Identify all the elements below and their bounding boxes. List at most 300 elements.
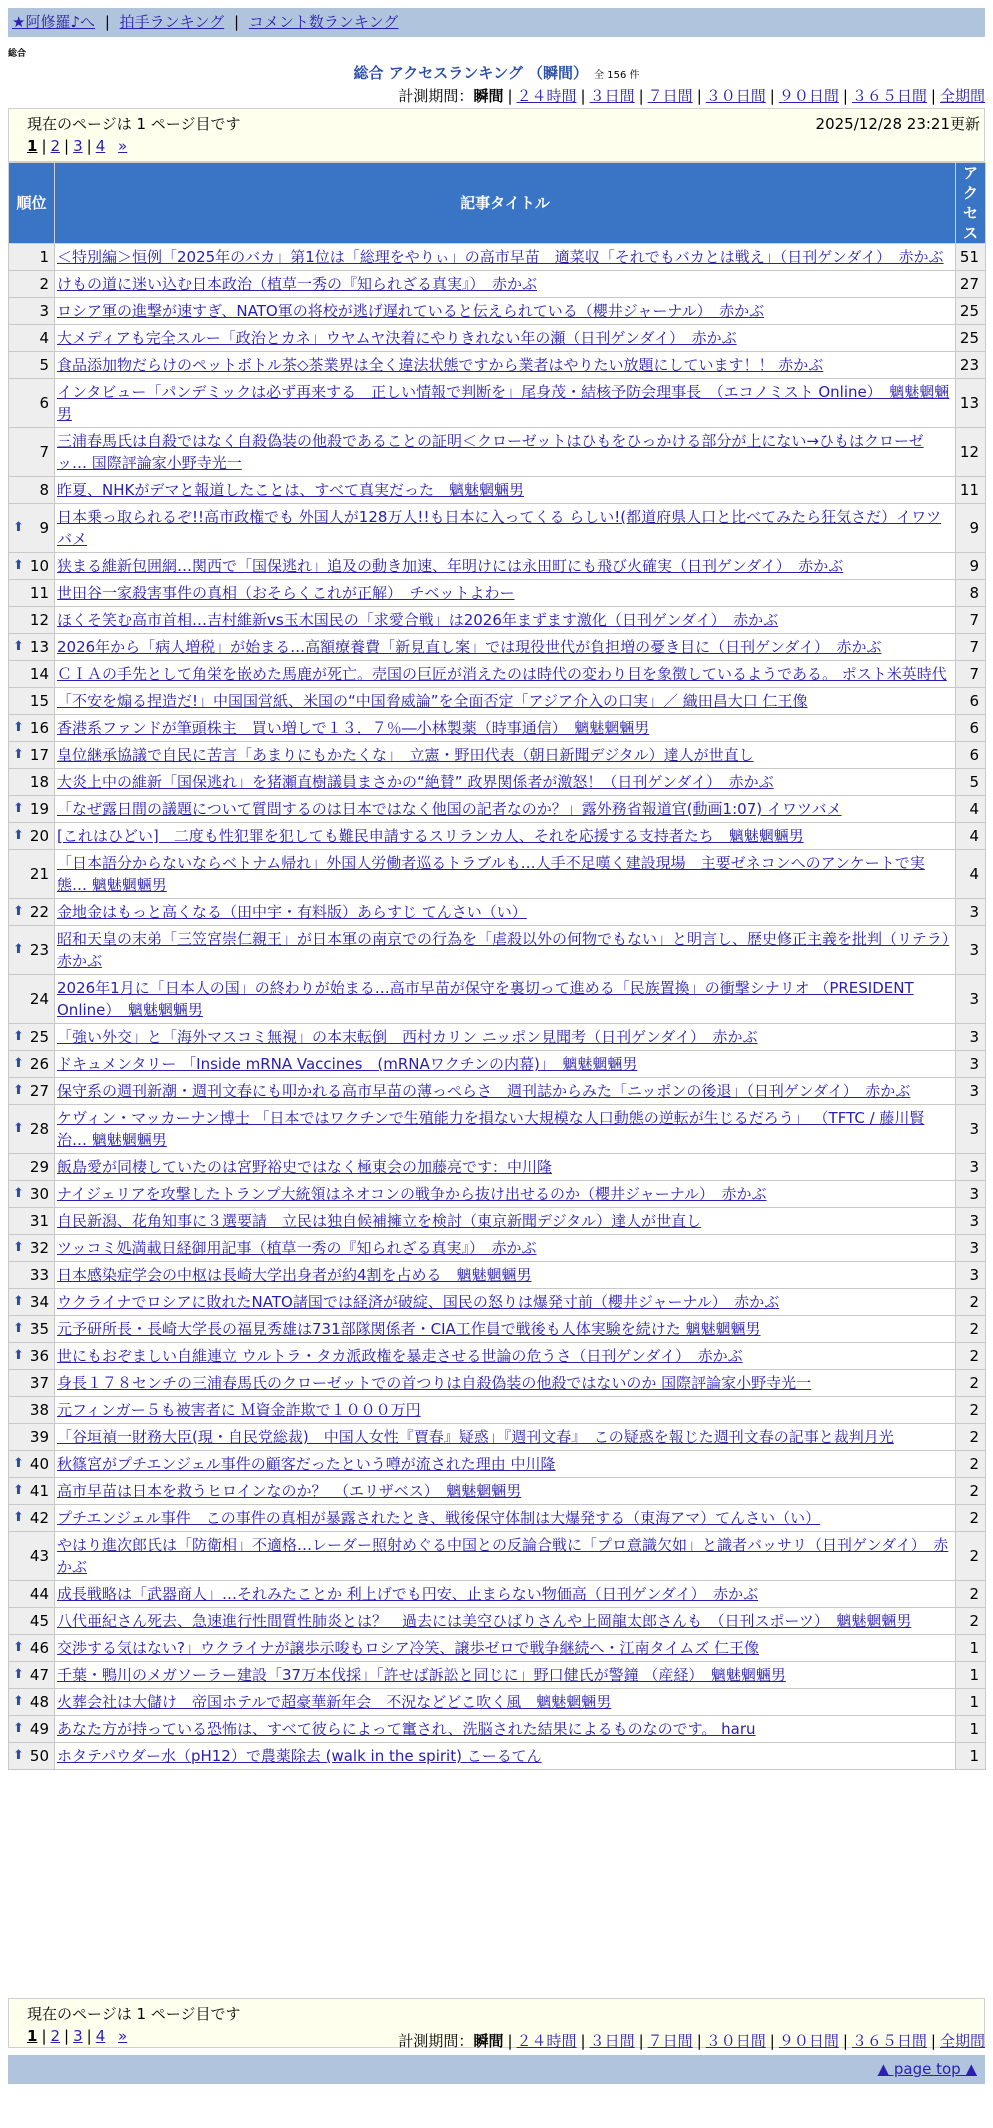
period-option-0[interactable]: ２４時間	[516, 87, 577, 105]
ranking-table-body	[9, 244, 986, 1770]
rank-number: 44	[29, 1585, 49, 1603]
article-link[interactable]: 千葉・鴨川のメガソーラー建設「37万本伐採」「許せば訴訟と同じに」野口健氏が警鐘 （産経） 魑魅魍魎男	[57, 1666, 786, 1684]
home-link[interactable]: ★阿修羅♪へ	[12, 13, 96, 31]
rank-cell	[9, 1262, 55, 1289]
rank-cell	[9, 1532, 55, 1581]
rank-cell	[9, 504, 55, 553]
rank-cell	[9, 428, 55, 477]
pager-next-link[interactable]: »	[118, 137, 128, 155]
top-nav-bar	[8, 8, 985, 37]
rank-cell	[9, 1024, 55, 1051]
period-option-3[interactable]: ３０日間	[705, 87, 766, 105]
title-cell	[55, 769, 956, 796]
title-cell	[55, 1370, 956, 1397]
up-arrow-icon: ⬆	[13, 942, 24, 957]
up-arrow-icon: ⬆	[13, 1483, 24, 1498]
pager-page-link[interactable]: 2	[50, 137, 61, 155]
up-arrow-icon: ⬆	[13, 1640, 24, 1655]
article-link[interactable]: 八代亜紀さん死去、急速進行性間質性肺炎とは？ 過去には美空ひばりさんや上岡龍太郎さんも （日刊スポーツ） 魑魅魍魎男	[57, 1612, 912, 1630]
pager-page-link[interactable]: 4	[95, 137, 106, 155]
article-link[interactable]: 元予研所長・長崎大学長の福見秀雄は731部隊関係者・CIA工作員で戦後も人体実験を続けた 魑魅魍魎男	[57, 1320, 761, 1338]
rank-number: 20	[29, 827, 49, 845]
rank-number: 31	[29, 1212, 49, 1230]
rank-cell	[9, 379, 55, 428]
header-rank: 順位	[9, 163, 55, 244]
period-option-5[interactable]: ３６５日間	[851, 87, 927, 105]
rank-cell	[9, 688, 55, 715]
title-cell	[55, 477, 956, 504]
rank-cell	[9, 899, 55, 926]
table-row	[9, 1078, 986, 1105]
pager-separator: |	[64, 2027, 70, 2045]
title-cell	[55, 1208, 956, 1235]
access-count: 4	[956, 823, 986, 850]
article-link[interactable]: ホタテパウダー水（pH12）で農薬除去 (walk in the spirit) こーるてん	[57, 1747, 542, 1765]
article-link[interactable]: ナイジェリアを攻撃したトランプ大統領はネオコンの戦争から抜け出せるのか（櫻井ジャーナル） 赤かぶ	[57, 1185, 767, 1203]
pager-separator: |	[41, 2027, 47, 2045]
article-link[interactable]: ウクライナでロシアに敗れたNATO諸国では経済が破綻、国民の怒りは爆発寸前（櫻井ジャーナル） 赤かぶ	[57, 1293, 780, 1311]
article-link[interactable]: あなた方が持っている恐怖は、すべて彼らによって竃され、洗脳された結果によるものなのです。 haru	[57, 1720, 756, 1738]
ranking-title-line	[0, 62, 993, 83]
article-link[interactable]: 日本乗っ取られるぞ!!高市政権でも 外国人が128万人!!も日本に入ってくる らしい!(都道府県人口と比べてみたら狂気さだ）イワツバメ	[57, 508, 942, 548]
rank-cell	[9, 1478, 55, 1505]
up-arrow-icon: ⬆	[13, 1121, 24, 1136]
article-link[interactable]: 狭まる維新包囲網…関西で「国保逃れ」追及の動き加速、年明けには永田町にも飛び火確実（日刊ゲンダイ） 赤かぶ	[57, 557, 844, 575]
up-arrow-icon: ⬆	[13, 1667, 24, 1682]
table-row	[9, 1181, 986, 1208]
access-count: 3	[956, 926, 986, 975]
access-count: 2	[956, 1424, 986, 1451]
rank-cell	[9, 1689, 55, 1716]
article-link[interactable]: 昨夏、NHKがデマと報道したことは、すべて真実だった 魑魅魍魎男	[57, 481, 525, 499]
pager-top	[27, 137, 966, 155]
page-info-text: 現在のページは 1 ページ目です	[27, 2005, 241, 2023]
rank-number: 17	[29, 746, 49, 764]
access-count: 5	[956, 769, 986, 796]
article-link[interactable]: ＜特別編＞恒例「2025年のバカ」第1位は「総理をやりぃ」の高市早苗 適菜収「それでもバカとは戦え」（日刊ゲンダイ） 赤かぶ	[57, 248, 944, 266]
title-cell	[55, 926, 956, 975]
access-count: 3	[956, 1235, 986, 1262]
rank-number: 14	[29, 665, 49, 683]
access-count: 2	[956, 1532, 986, 1581]
access-count: 25	[956, 325, 986, 352]
pager-separator	[109, 2027, 114, 2045]
period-separator: |	[842, 2032, 848, 2050]
rank-number: 7	[39, 443, 49, 461]
rank-cell	[9, 1051, 55, 1078]
nav-separator: |	[104, 13, 110, 31]
table-row	[9, 580, 986, 607]
title-cell	[55, 1505, 956, 1532]
rank-cell	[9, 1235, 55, 1262]
period-option-4[interactable]: ９０日間	[778, 2032, 839, 2050]
article-link[interactable]: けもの道に迷い込む日本政治（植草一秀の『知られざる真実』） 赤かぶ	[57, 275, 538, 293]
access-count: 11	[956, 477, 986, 504]
table-row	[9, 1581, 986, 1608]
article-link[interactable]: ドキュメンタリー 「Inside mRNA Vaccines (mRNAワクチンの内幕)」 魑魅魍魎男	[57, 1055, 638, 1073]
rank-number: 23	[29, 941, 49, 959]
table-row	[9, 742, 986, 769]
table-row	[9, 899, 986, 926]
access-count: 2	[956, 1289, 986, 1316]
up-arrow-icon: ⬆	[13, 520, 24, 535]
article-link[interactable]: 大メディアも完全スルー「政治とカネ」ウヤムヤ決着にやりきれない年の瀬（日刊ゲンダイ） 赤かぶ	[57, 329, 737, 347]
rank-cell	[9, 769, 55, 796]
table-row	[9, 1316, 986, 1343]
article-link[interactable]: 火葬会社は大儲け 帝国ホテルで超豪華新年会 不況などどこ吹く風 魑魅魍魎男	[57, 1693, 612, 1711]
table-row	[9, 1051, 986, 1078]
table-row	[9, 271, 986, 298]
pager-page-link[interactable]: 3	[73, 137, 83, 155]
rank-number: 3	[39, 302, 49, 320]
rank-number: 42	[29, 1509, 49, 1527]
total-count: 全 156 件	[594, 70, 640, 81]
nav-separator: |	[234, 13, 240, 31]
table-row	[9, 1608, 986, 1635]
table-row	[9, 1289, 986, 1316]
table-row	[9, 796, 986, 823]
up-arrow-icon: ⬆	[13, 1748, 24, 1763]
rank-number: 45	[29, 1612, 49, 1630]
title-cell	[55, 379, 956, 428]
title-cell	[55, 580, 956, 607]
access-count: 9	[956, 553, 986, 580]
rank-number: 28	[29, 1120, 49, 1138]
pager-next-link[interactable]: »	[118, 2027, 128, 2045]
rank-number: 15	[29, 692, 49, 710]
pager-current-page: 1	[27, 2027, 38, 2045]
article-link[interactable]: ツッコミ処満載日経御用記事（植草一秀の『知られざる真実』） 赤かぶ	[57, 1239, 537, 1257]
rank-cell	[9, 1635, 55, 1662]
rank-cell	[9, 1716, 55, 1743]
article-link[interactable]: 秋篠宮がプチエンジェル事件の顧客だったという噂が流された理由 中川隆	[57, 1455, 556, 1473]
period-separator: |	[842, 87, 848, 105]
period-option-6[interactable]: 全期間	[939, 87, 985, 105]
period-separator: |	[580, 87, 586, 105]
up-arrow-icon: ⬆	[13, 1056, 24, 1071]
rank-cell	[9, 1662, 55, 1689]
period-separator: |	[638, 2032, 644, 2050]
rank-number: 27	[29, 1082, 49, 1100]
article-link[interactable]: 皇位継承協議で自民に苦言「あまりにもかたくな」 立憲・野田代表（朝日新聞デジタル）達人が世直し	[57, 746, 754, 764]
rank-number: 26	[29, 1055, 49, 1073]
table-row	[9, 428, 986, 477]
article-link[interactable]: 「日本語分からないならベトナム帰れ」外国人労働者巡るトラブルも…人手不足嘆く建設現場 主要ゼネコンへのアンケートで実態… 魑魅魍魎男	[57, 854, 925, 894]
applause-ranking-link[interactable]: 拍手ランキング	[119, 13, 225, 31]
period-separator: |	[507, 2032, 513, 2050]
access-count: 3	[956, 1105, 986, 1154]
article-link[interactable]: 三浦春馬氏は自殺ではなく自殺偽装の他殺であることの証明＜クローゼットはひもをひっかける部分が上にない→ひもはクローゼッ… 国際評論家小野寺光一	[57, 432, 924, 472]
access-count: 27	[956, 271, 986, 298]
article-link[interactable]: [これはひどい] 二度も性犯罪を犯しても難民申請するスリランカ人、それを応援する支持者たち 魑魅魍魎男	[57, 827, 804, 845]
article-link[interactable]: 日本感染症学会の中枢は長崎大学出身者が約4割を占める 魑魅魍魎男	[57, 1266, 532, 1284]
table-row	[9, 1105, 986, 1154]
article-link[interactable]: 成長戦略は「武器商人」…それみたことか 利上げでも円安、止まらない物価高（日刊ゲンダイ） 赤かぶ	[57, 1585, 759, 1603]
article-link[interactable]: 大炎上中の維新「国保逃れ」を猪瀬直樹議員まさかの“絶賛” 政界関係者が激怒！（日刊ゲンダイ） 赤かぶ	[57, 773, 774, 791]
article-link[interactable]: 2026年1月に「日本人の国」の終わりが始まる…高市早苗が保守を裏切って進める「民族置換」の衝撃シナリオ （PRESIDENT Online） 魑魅魍魎男	[57, 979, 914, 1019]
rank-number: 9	[39, 519, 49, 537]
table-row	[9, 1262, 986, 1289]
table-row	[9, 1532, 986, 1581]
access-count: 4	[956, 796, 986, 823]
table-row	[9, 926, 986, 975]
period-current: 瞬間	[473, 87, 504, 105]
period-option-4[interactable]: ９０日間	[778, 87, 839, 105]
article-link[interactable]: ほくそ笑む高市首相…吉村維新vs玉木国民の「求愛合戦」は2026年まずます激化（日刊ゲンダイ） 赤かぶ	[57, 611, 779, 629]
up-arrow-icon: ⬆	[13, 1348, 24, 1363]
up-arrow-icon: ⬆	[13, 1083, 24, 1098]
comment-ranking-link[interactable]: コメント数ランキング	[248, 13, 399, 31]
table-row	[9, 850, 986, 899]
article-link[interactable]: 交渉する気はない?」ウクライナが譲歩示唆もロシア冷笑、譲歩ゼロで戦争継続へ・江南タイムズ 仁王像	[57, 1639, 759, 1657]
article-link[interactable]: ケヴィン・マッカーナン博士 「日本ではワクチンで生殖能力を損ない大規模な人口動態の逆転が生じるだろう」 （TFTC / 藤川賢治… 魑魅魍魎男	[57, 1109, 925, 1149]
access-count: 2	[956, 1505, 986, 1532]
article-link[interactable]: ロシア軍の進撃が速すぎ、NATO軍の将校が逃げ遅れていると伝えられている（櫻井ジャーナル） 赤かぶ	[57, 302, 765, 320]
access-count: 12	[956, 428, 986, 477]
title-cell	[55, 1316, 956, 1343]
table-row	[9, 379, 986, 428]
table-row	[9, 1024, 986, 1051]
period-option-1[interactable]: ３日間	[589, 2032, 635, 2050]
rank-number: 6	[39, 394, 49, 412]
page-info-text: 現在のページは 1 ページ目です	[27, 115, 241, 133]
article-link[interactable]: 高市早苗は日本を救うヒロインなのか？ （エリザベス） 魑魅魍魎男	[57, 1482, 522, 1500]
rank-cell	[9, 715, 55, 742]
title-cell	[55, 899, 956, 926]
table-row	[9, 298, 986, 325]
period-separator: |	[769, 87, 775, 105]
rank-number: 13	[29, 638, 49, 656]
table-row	[9, 1451, 986, 1478]
article-link[interactable]: 2026年から「病人増税」が始まる…高額療養費「新見直し案」では現役世代が負担増の憂き目に（日刊ゲンダイ） 赤かぶ	[57, 638, 882, 656]
rank-number: 37	[29, 1374, 49, 1392]
title-cell	[55, 271, 956, 298]
access-count: 25	[956, 298, 986, 325]
title-cell	[55, 1662, 956, 1689]
rank-cell	[9, 271, 55, 298]
table-row	[9, 715, 986, 742]
article-link[interactable]: 元フィンガー５も被害者に Ｍ資金詐欺で１０００万円	[57, 1401, 421, 1419]
table-row	[9, 1397, 986, 1424]
rank-number: 39	[29, 1428, 49, 1446]
ranking-table	[8, 162, 986, 1770]
pager-current-page: 1	[27, 137, 38, 155]
table-row	[9, 1235, 986, 1262]
article-link[interactable]: 「強い外交」と「海外マスコミ無視」の本末転倒 西村カリン ニッポン見聞考（日刊ゲンダイ） 赤かぶ	[57, 1028, 758, 1046]
title-cell	[55, 1424, 956, 1451]
table-row	[9, 352, 986, 379]
title-cell	[55, 1105, 956, 1154]
table-row	[9, 553, 986, 580]
up-arrow-icon: ⬆	[13, 1721, 24, 1736]
title-cell	[55, 1635, 956, 1662]
table-row	[9, 607, 986, 634]
period-label: 計測期間：	[398, 87, 474, 105]
rank-cell	[9, 1608, 55, 1635]
title-cell	[55, 325, 956, 352]
up-arrow-icon: ⬆	[13, 1321, 24, 1336]
table-row	[9, 1716, 986, 1743]
rank-number: 12	[29, 611, 49, 629]
table-row	[9, 661, 986, 688]
rank-number: 8	[39, 481, 49, 499]
article-link[interactable]: 金地金はもっと高くなる（田中宇・有料版）あらすじ てんさい（い）	[57, 903, 527, 921]
rank-cell	[9, 1505, 55, 1532]
period-current: 瞬間	[473, 2032, 504, 2050]
up-arrow-icon: ⬆	[13, 720, 24, 735]
period-option-3[interactable]: ３０日間	[705, 2032, 766, 2050]
up-arrow-icon: ⬆	[13, 1186, 24, 1201]
rank-cell	[9, 352, 55, 379]
period-option-6[interactable]: 全期間	[939, 2032, 985, 2050]
table-row	[9, 325, 986, 352]
article-link[interactable]: 世にもおぞましい自維連立 ウルトラ・タカ派政権を暴走させる世論の危うさ（日刊ゲンダイ） 赤かぶ	[57, 1347, 743, 1365]
title-cell	[55, 1289, 956, 1316]
rank-number: 34	[29, 1293, 49, 1311]
updated-time: 2025/12/28 23:21更新	[815, 115, 980, 133]
table-row	[9, 823, 986, 850]
article-link[interactable]: 身長１７８センチの三浦春馬氏のクローゼットでの首つりは自殺偽装の他殺ではないのか 国際評論家小野寺光一	[57, 1374, 812, 1392]
title-cell	[55, 1078, 956, 1105]
pager-separator: |	[86, 2027, 92, 2045]
footer-bar	[8, 2055, 985, 2084]
up-arrow-icon: ⬆	[13, 1029, 24, 1044]
rank-cell	[9, 1316, 55, 1343]
rank-number: 21	[29, 865, 49, 883]
article-link[interactable]: 昭和天皇の末弟「三笠宮崇仁親王」が日本軍の南京での行為を「虐殺以外の何物でもない」と明言し、歴史修正主義を批判（リテラ）赤かぶ	[57, 930, 950, 970]
table-row	[9, 1208, 986, 1235]
period-option-1[interactable]: ３日間	[589, 87, 635, 105]
access-count: 2	[956, 1451, 986, 1478]
access-count: 7	[956, 634, 986, 661]
rank-number: 18	[29, 773, 49, 791]
rank-cell	[9, 1370, 55, 1397]
period-option-5[interactable]: ３６５日間	[851, 2032, 927, 2050]
title-cell	[55, 1181, 956, 1208]
access-count: 2	[956, 1608, 986, 1635]
period-option-2[interactable]: ７日間	[647, 2032, 693, 2050]
access-count: 1	[956, 1716, 986, 1743]
up-arrow-icon: ⬆	[13, 828, 24, 843]
access-count: 3	[956, 899, 986, 926]
article-link[interactable]: ＣＩＡの手先として角栄を嵌めた馬鹿が死亡。売国の巨匠が消えたのは時代の変わり目を象徴しているようである。 ポスト米英時代	[57, 665, 947, 683]
access-count: 1	[956, 1635, 986, 1662]
rank-cell	[9, 975, 55, 1024]
title-cell	[55, 850, 956, 899]
table-row	[9, 1635, 986, 1662]
table-row	[9, 1689, 986, 1716]
rank-number: 11	[29, 584, 49, 602]
table-row	[9, 1154, 986, 1181]
article-link[interactable]: 「なぜ露日間の議題について質問するのは日本ではなく他国の記者なのか？」露外務省報道官(動画1:07) イワツバメ	[57, 800, 842, 818]
table-row	[9, 504, 986, 553]
rank-number: 49	[29, 1720, 49, 1738]
title-cell	[55, 1689, 956, 1716]
access-count: 8	[956, 580, 986, 607]
rank-cell	[9, 607, 55, 634]
rank-cell	[9, 1581, 55, 1608]
header-title: 記事タイトル	[55, 163, 956, 244]
table-row	[9, 1478, 986, 1505]
rank-cell	[9, 1078, 55, 1105]
article-link[interactable]: やはり進次郎氏は「防衛相」不適格…レーダー照射めぐる中国との反論合戦に「プロ意識欠如」と識者バッサリ（日刊ゲンダイ） 赤かぶ	[57, 1536, 949, 1576]
access-count: 2	[956, 1581, 986, 1608]
pager-separator: |	[86, 137, 92, 155]
period-selector-bottom	[398, 2031, 985, 2051]
rank-number: 1	[39, 248, 49, 266]
rank-number: 25	[29, 1028, 49, 1046]
rank-number: 32	[29, 1239, 49, 1257]
up-arrow-icon: ⬆	[13, 801, 24, 816]
period-separator: |	[930, 2032, 936, 2050]
period-option-0[interactable]: ２４時間	[516, 2032, 577, 2050]
period-separator: |	[930, 87, 936, 105]
access-count: 3	[956, 1181, 986, 1208]
up-arrow-icon: ⬆	[13, 639, 24, 654]
rank-number: 43	[29, 1547, 49, 1565]
rank-number: 10	[29, 557, 49, 575]
access-count: 7	[956, 607, 986, 634]
rank-number: 2	[39, 275, 49, 293]
rank-number: 40	[29, 1455, 49, 1473]
article-link[interactable]: 「不安を煽る捏造だ!」中国国営紙、米国の“中国脅威論”を全面否定「アジア介入の口実」／ 織田昌大口 仁王像	[57, 692, 808, 710]
rank-number: 33	[29, 1266, 49, 1284]
title-cell	[55, 244, 956, 271]
article-link[interactable]: 世田谷一家殺害事件の真相（おそらくこれが正解） チベットよわー	[57, 584, 515, 602]
access-count: 6	[956, 688, 986, 715]
article-link[interactable]: インタビュー「パンデミックは必ず再来する 正しい情報で判断を」尾身茂・結核予防会理事長 （エコノミスト Online） 魑魅魍魎男	[57, 383, 950, 423]
article-link[interactable]: 食品添加物だらけのペットボトル茶◇茶業界は全く違法状態ですから業者はやりたい放題にしています！！ 赤かぶ	[57, 356, 824, 374]
period-label: 計測期間：	[398, 2032, 474, 2050]
title-cell	[55, 975, 956, 1024]
rank-cell	[9, 244, 55, 271]
article-link[interactable]: 飯島愛が同棲していたのは宮野裕史ではなく極東会の加藤亮です：中川隆	[57, 1158, 553, 1176]
period-option-2[interactable]: ７日間	[647, 87, 693, 105]
page-top-link[interactable]: ▲ page top ▲	[877, 2060, 977, 2078]
period-separator: |	[638, 87, 644, 105]
pager-separator: |	[41, 137, 47, 155]
article-link[interactable]: 「谷垣禎一財務大臣(現・自民党総裁) 中国人女性『賈春』疑惑」『週刊文春』 この疑惑を報じた週刊文春の記事と裁判月光	[57, 1428, 894, 1446]
table-row	[9, 634, 986, 661]
period-selector-top	[398, 86, 985, 106]
table-row	[9, 1343, 986, 1370]
title-cell	[55, 661, 956, 688]
page-info-box-top	[8, 108, 985, 162]
article-link[interactable]: 香港系ファンドが筆頭株主 買い増しで１３．７％―小林製薬（時事通信） 魑魅魍魎男	[57, 719, 650, 737]
title-cell	[55, 1716, 956, 1743]
article-link[interactable]: 自民新潟、花角知事に３選要請 立民は独自候補擁立を検討（東京新聞デジタル）達人が世直し	[57, 1212, 702, 1230]
title-cell	[55, 1451, 956, 1478]
rank-cell	[9, 742, 55, 769]
pager-page-link[interactable]: 3	[73, 2027, 83, 2045]
access-count: 1	[956, 1689, 986, 1716]
table-row	[9, 975, 986, 1024]
rank-cell	[9, 823, 55, 850]
rank-cell	[9, 926, 55, 975]
access-count: 3	[956, 1024, 986, 1051]
title-cell	[55, 634, 956, 661]
title-cell	[55, 1343, 956, 1370]
up-arrow-icon: ⬆	[13, 1294, 24, 1309]
title-cell	[55, 1154, 956, 1181]
article-link[interactable]: プチエンジェル事件 この事件の真相が暴露されたとき、戦後保守体制は大爆発する（東海アマ）てんさい（い）	[57, 1509, 821, 1527]
article-link[interactable]: 保守系の週刊新潮・週刊文春にも叩かれる高市早苗の薄っぺらさ 週刊誌からみた「ニッポンの後退」（日刊ゲンダイ） 赤かぶ	[57, 1082, 911, 1100]
access-count: 2	[956, 1343, 986, 1370]
access-count: 3	[956, 1208, 986, 1235]
up-arrow-icon: ⬆	[13, 747, 24, 762]
pager-page-link[interactable]: 2	[50, 2027, 61, 2045]
pager-page-link[interactable]: 4	[95, 2027, 106, 2045]
